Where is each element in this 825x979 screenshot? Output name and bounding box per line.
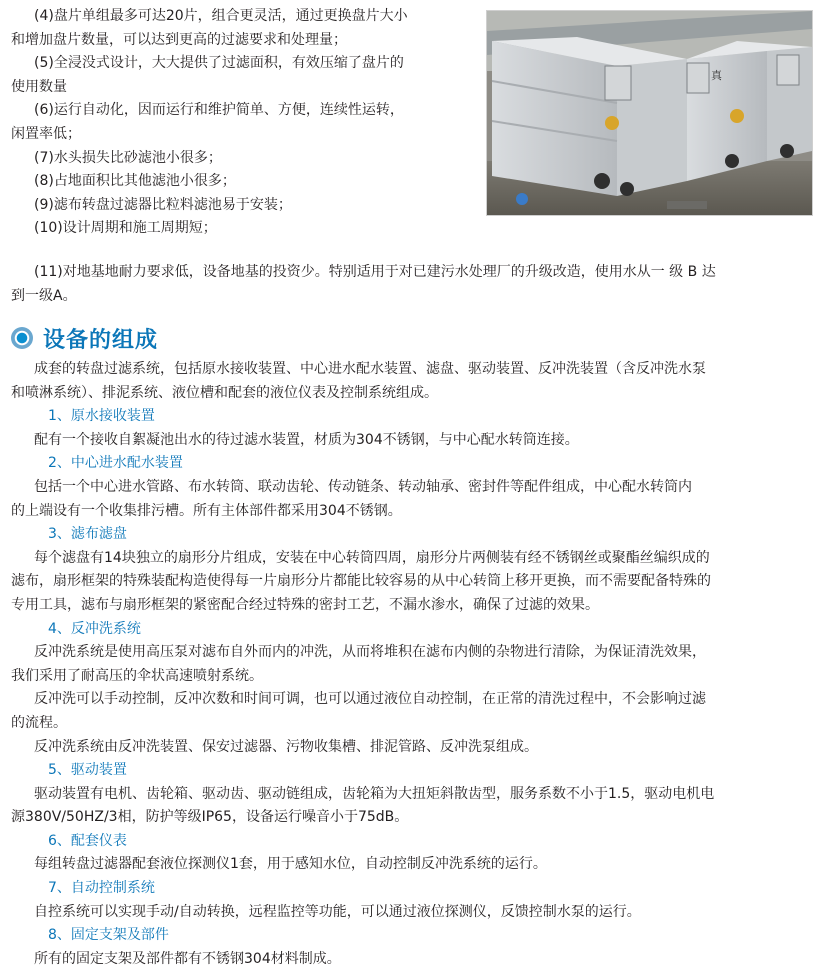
subheading: 1、原水接收装置 — [48, 408, 155, 425]
paragraph-line: 的上端设有一个收集排污槽。所有主体部件都采用304不锈钢。 — [11, 502, 402, 519]
paragraph-line: 我们采用了耐高压的伞状高速喷射系统。 — [11, 667, 263, 684]
composition-body — [11, 358, 811, 971]
feature-line: (7)水头损失比砂滤池小很多； — [34, 149, 222, 166]
subheading: 8、固定支架及部件 — [48, 927, 169, 944]
paragraph-line: 反冲洗系统由反冲洗装置、保安过滤器、污物收集槽、排泥管路、反冲洗泵组成。 — [34, 738, 538, 755]
subheading: 3、滤布滤盘 — [48, 526, 127, 543]
paragraph-line: 反冲洗系统是使用高压泵对滤布自外而内的冲洗，从而将堆积在滤布内侧的杂物进行清除，为保证清洗效果， — [34, 644, 706, 661]
feature-line: (11)对地基地耐力要求低，设备地基的投资少。特别适用于对已建污水处理厂的升级改造，使用水从一 级 B 达 — [34, 264, 716, 280]
section-heading — [11, 322, 158, 354]
feature-line: 使用数量 — [11, 78, 67, 95]
paragraph-line: 的流程。 — [11, 714, 67, 731]
paragraph-line: 每组转盘过滤器配套液位探测仪1套，用于感知水位，自动控制反冲洗系统的运行。 — [34, 856, 547, 873]
subheading: 2、中心进水配水装置 — [48, 455, 183, 472]
paragraph-line: 源380V/50HZ/3相，防护等级IP65，设备运行噪音小于75dB。 — [11, 809, 409, 826]
subheading: 6、配套仪表 — [48, 832, 127, 849]
equipment-photo — [486, 10, 813, 216]
feature-line: (10)设计周期和施工周期短； — [34, 220, 217, 237]
section-bullet-icon — [11, 327, 33, 349]
feature-line: (6)运行自动化，因而运行和维护简单、方便，连续性运转， — [34, 102, 404, 119]
equipment-photo-illustration — [487, 11, 812, 215]
paragraph-line: 每个滤盘有14块独立的扇形分片组成，安装在中心转筒四周，扇形分片两侧装有经不锈钢丝或聚酯丝编织成的 — [34, 549, 710, 566]
paragraph-line: 反冲洗可以手动控制，反冲次数和时间可调，也可以通过液位自动控制，在正常的清洗过程中，不会影响过滤 — [34, 691, 706, 708]
paragraph-line: 成套的转盘过滤系统，包括原水接收装置、中心进水配水装置、滤盘、驱动装置、反冲洗装置（含反冲洗水泵 — [34, 361, 706, 377]
subheading: 7、自动控制系统 — [48, 880, 155, 897]
paragraph-line: 自控系统可以实现手动/自动转换，远程监控等功能，可以通过液位探测仪，反馈控制水泵的运行。 — [34, 903, 641, 920]
feature-list — [11, 5, 469, 241]
paragraph-line: 驱动装置有电机、齿轮箱、驱动齿、驱动链组成，齿轮箱为大扭矩斜散齿型，服务系数不小于1.5，驱动电机电 — [34, 785, 715, 802]
subheading: 5、驱动装置 — [48, 762, 127, 779]
photo-label: 真 — [711, 69, 722, 82]
section-title: 设备的组成 — [43, 327, 159, 353]
paragraph-line: 配有一个接收自絮凝池出水的待过滤水装置，材质为304不锈钢，与中心配水转筒连接。 — [34, 431, 579, 448]
paragraph-line: 和喷淋系统）、排泥系统、液位槽和配套的液位仪表及控制系统组成。 — [11, 384, 438, 401]
paragraph-line: 包括一个中心进水管路、布水转筒、联动齿轮、传动链条、转动轴承、密封件等配件组成，中心配水转筒内 — [34, 478, 692, 495]
paragraph-line: 专用工具，滤布与扇形框架的紧密配合经过特殊的密封工艺，不漏水渗水，确保了过滤的效果。 — [11, 596, 599, 613]
feature-line: 和增加盘片数量，可以达到更高的过滤要求和处理量； — [11, 31, 347, 48]
paragraph-line: 滤布，扇形框架的特殊装配构造使得每一片扇形分片都能比较容易的从中心转筒上移开更换，而不需要配备特殊的 — [11, 573, 711, 590]
feature-line: 到一级A。 — [11, 287, 77, 304]
feature-line: (8)占地面积比其他滤池小很多； — [34, 173, 236, 190]
subheading: 4、反冲洗系统 — [48, 620, 141, 637]
feature-line: (5)全浸没式设计，大大提供了过滤面积，有效压缩了盘片的 — [34, 55, 404, 72]
feature-line: 闲置率低； — [11, 125, 81, 142]
feature-line: (4)盘片单组最多可达20片，组合更灵活，通过更换盘片大小 — [34, 8, 408, 24]
paragraph-line: 所有的固定支架及部件都有不锈钢304材料制成。 — [34, 950, 341, 967]
feature-tail — [11, 261, 811, 308]
feature-line: (9)滤布转盘过滤器比粒料滤池易于安装； — [34, 196, 292, 213]
